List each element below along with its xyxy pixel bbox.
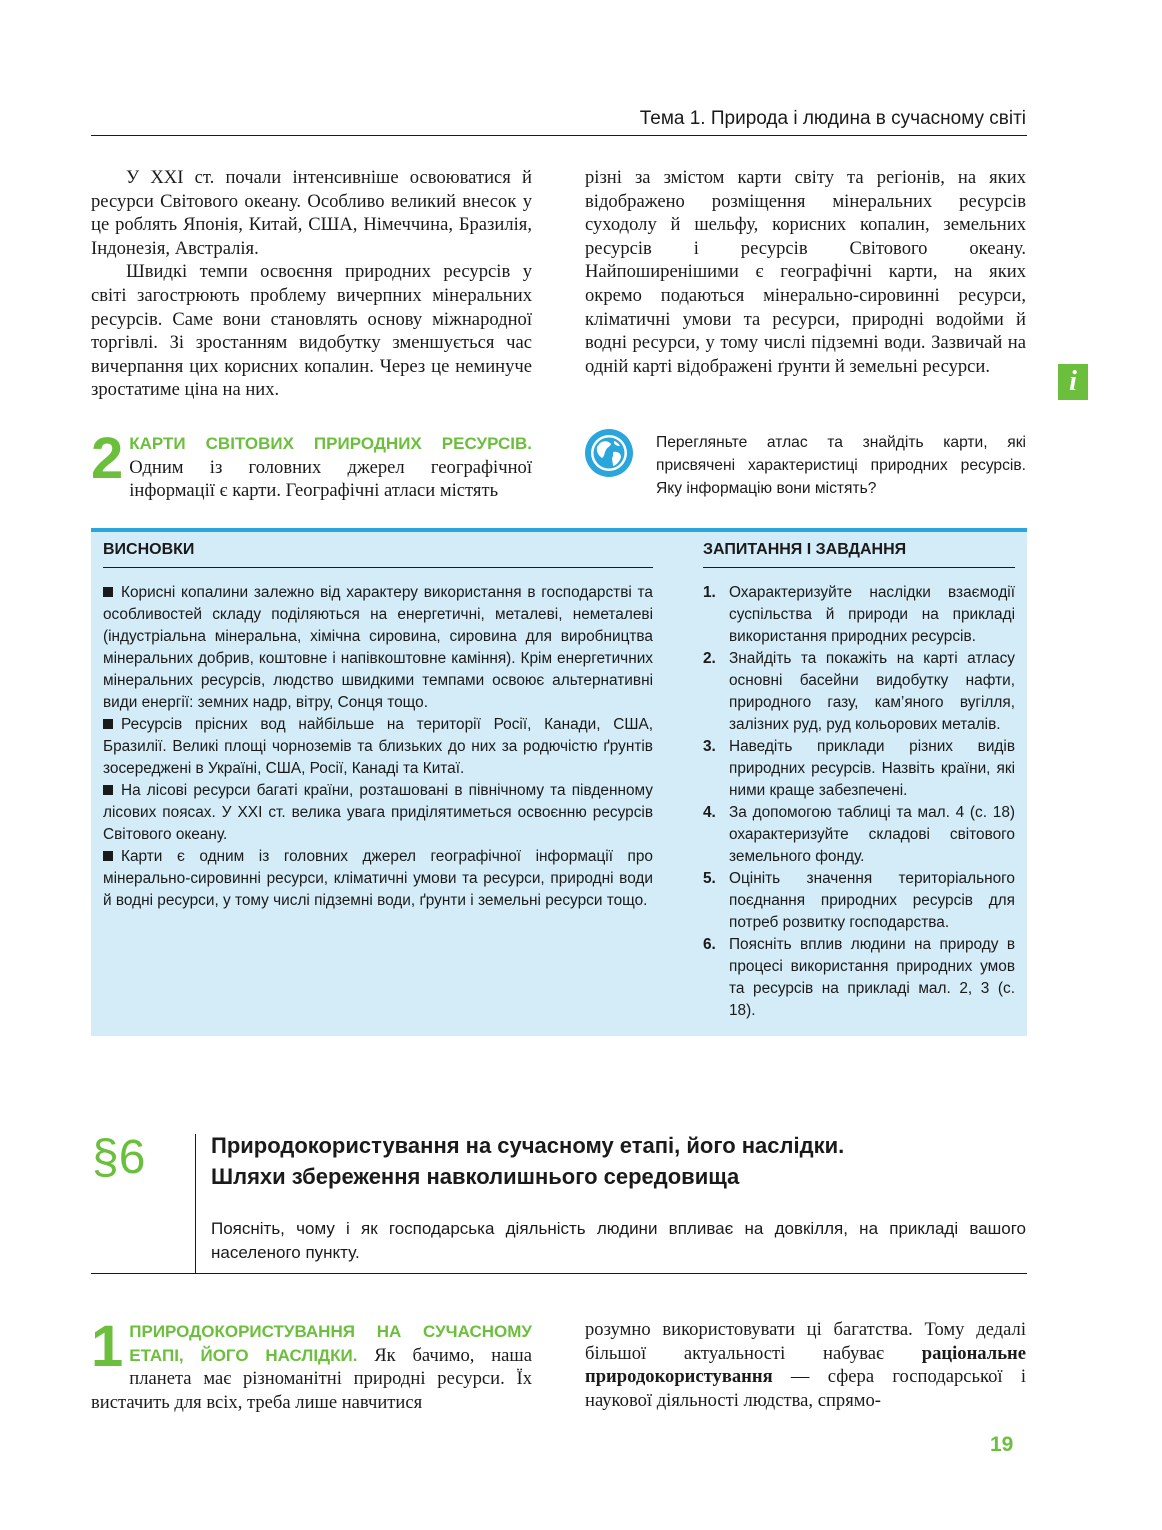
paragraph-sign: §6 bbox=[92, 1131, 146, 1184]
questions-rule bbox=[703, 567, 1015, 568]
left-paragraph-2: Швидкі темпи освоєння природних ресурсів у світі загострюють проблему вичерпних мінеральних ресурсів. Саме вони становлять основу міжнародної торгівлі. Зі зростанням видобутку зменшується час вичерпання цих корисних копалин. Через це неминуче зростатиме ціна на них. bbox=[91, 261, 532, 401]
section-2-intro bbox=[91, 426, 532, 503]
conclusions-list bbox=[103, 582, 653, 912]
header-rule bbox=[91, 135, 1027, 136]
bullet-square-icon bbox=[103, 785, 113, 795]
section-1-number: 1 bbox=[91, 1314, 124, 1379]
section-2-number: 2 bbox=[91, 426, 124, 491]
question-item: 4. За допомогою таблиці та мал. 4 (с. 18) охарактеризуйте складові світового земельного фонду. bbox=[703, 804, 1015, 865]
conclusions-rule bbox=[103, 567, 653, 568]
paragraph-title: Природокористування на сучасному етапі, його наслідки. Шляхи збереження навколишнього середовища bbox=[211, 1133, 845, 1189]
section-2-text: Одним із головних джерел географічної інформації є карти. Географічні атласи містять bbox=[129, 456, 532, 502]
left-paragraph-1: У XXI ст. почали інтенсивніше освоюватися й ресурси Світового океану. Особливо великий внесок у це роблять Японія, Китай, США, Німеччина, Бразилія, Індонезія, Австралія. bbox=[91, 167, 532, 259]
question-item: 1. Охарактеризуйте наслідки взаємодії суспільства й природи на прикладі використання природних ресурсів. bbox=[703, 584, 1015, 645]
box-tab-line bbox=[724, 528, 1027, 532]
right-paragraph-1: різні за змістом карти світу та регіонів, на яких відображено розміщення мінеральних ресурсів суходолу й шельфу, корисних копалин, земельних ресурсів і ресурсів Світового океану. Найпоширенішими є географічні карти, на яких окремо подаються мінерально-сировинні ресурси, кліматичні умови та ресурси, природні водойми й водні ресурси, у тому числі підземні води. Зазвичай на одній карті відображені ґрунти й земельні ресурси. bbox=[585, 167, 1026, 377]
section-2-heading: КАРТИ СВІТОВИХ ПРИРОДНИХ РЕСУРСІВ. bbox=[129, 434, 532, 453]
task-text: Перегляньте атлас та знайдіть карти, які присвячені характеристиці природних ресурсів. Яку інформацію вони містять? bbox=[656, 434, 1026, 497]
bullet-square-icon bbox=[103, 719, 113, 729]
paragraph-divider bbox=[195, 1134, 196, 1274]
conclusion-item: Ресурсів прісних вод найбільше на території Росії, Канади, США, Бразилії. Великі площі чорноземів та близьких до них за родючістю ґрунтів зосереджені в Україні, США, Росії, Канаді та Китаї. bbox=[103, 716, 653, 777]
conclusion-item: Корисні копалини залежно від характеру використання в господарстві та особливостей складу поділяються на енергетичні, металеві, неметалеві (індустріальна мінеральна, хімічна сировина, сировина для виробництва мінеральних добрив, коштовне і напівкоштовне каміння). Крім енергетичних мінеральних ресурсів, людство швидкими темпами освоює альтернативні види енергії: земних надр, вітру, Сонця тощо. bbox=[103, 584, 653, 711]
page-number: 19 bbox=[990, 1433, 1014, 1456]
globe-icon bbox=[584, 428, 634, 478]
conclusions-title: ВИСНОВКИ bbox=[103, 541, 195, 558]
conclusion-item: Карти є одним із головних джерел географічної інформації про мінерально-сировинні ресурси, кліматичні умови та ресурси, природні води й водні ресурси, у тому числі підземні води, ґрунти і земельні ресурси тощо. bbox=[103, 848, 653, 909]
right-column bbox=[585, 166, 1026, 378]
section-1-text: Як бачимо, наша планета має різноманітні природні ресурси. Їх вистачить для всіх, треба лише навчитися bbox=[91, 1344, 532, 1413]
question-item: 2. Знайдіть та покажіть на карті атласу основні басейни видобутку нафти, природного газу, кам’яного вугілля, залізних руд, руд кольорових металів. bbox=[703, 650, 1015, 733]
term-rational-use: раціональне природокористування bbox=[585, 1342, 1026, 1388]
questions-list bbox=[703, 582, 1015, 1022]
left-column bbox=[91, 166, 532, 402]
question-item: 6. Поясніть вплив людини на природу в процесі використання природних умов та ресурсів на прикладі мал. 2, 3 (с. 18). bbox=[703, 936, 1015, 1019]
bullet-square-icon bbox=[103, 851, 113, 861]
section-1-heading: ПРИРОДОКОРИСТУВАННЯ НА СУЧАСНОМУ ЕТАПІ, ЙОГО НАСЛІДКИ. bbox=[129, 1322, 532, 1365]
paragraph-rule bbox=[91, 1273, 1027, 1274]
running-header: Тема 1. Природа і людина в сучасному світі bbox=[639, 108, 1026, 129]
bottom-right-column: розумно використовувати ці багатства. Тому дедалі більшої актуальності набуває раціональне природокористування — сфера господарської і наукової діяльності людства, спрямо- bbox=[585, 1319, 1026, 1411]
section-1-intro bbox=[91, 1314, 532, 1414]
bullet-square-icon bbox=[103, 587, 113, 597]
question-item: 3. Наведіть приклади різних видів природних ресурсів. Назвіть країни, які ними краще забезпечені. bbox=[703, 738, 1015, 799]
conclusion-item: На лісові ресурси багаті країни, розташовані в північному та південному лісових поясах. У XXI ст. велика увага приділятиметься освоєнню ресурсів Світового океану. bbox=[103, 782, 653, 843]
info-icon: i bbox=[1058, 364, 1088, 400]
paragraph-question: Поясніть, чому і як господарська діяльність людини впливає на довкілля, на прикладі вашого населеного пункту. bbox=[211, 1219, 1026, 1262]
questions-title: ЗАПИТАННЯ І ЗАВДАННЯ bbox=[703, 541, 907, 558]
question-item: 5. Оцініть значення територіального поєднання природних ресурсів для потреб розвитку господарства. bbox=[703, 870, 1015, 931]
